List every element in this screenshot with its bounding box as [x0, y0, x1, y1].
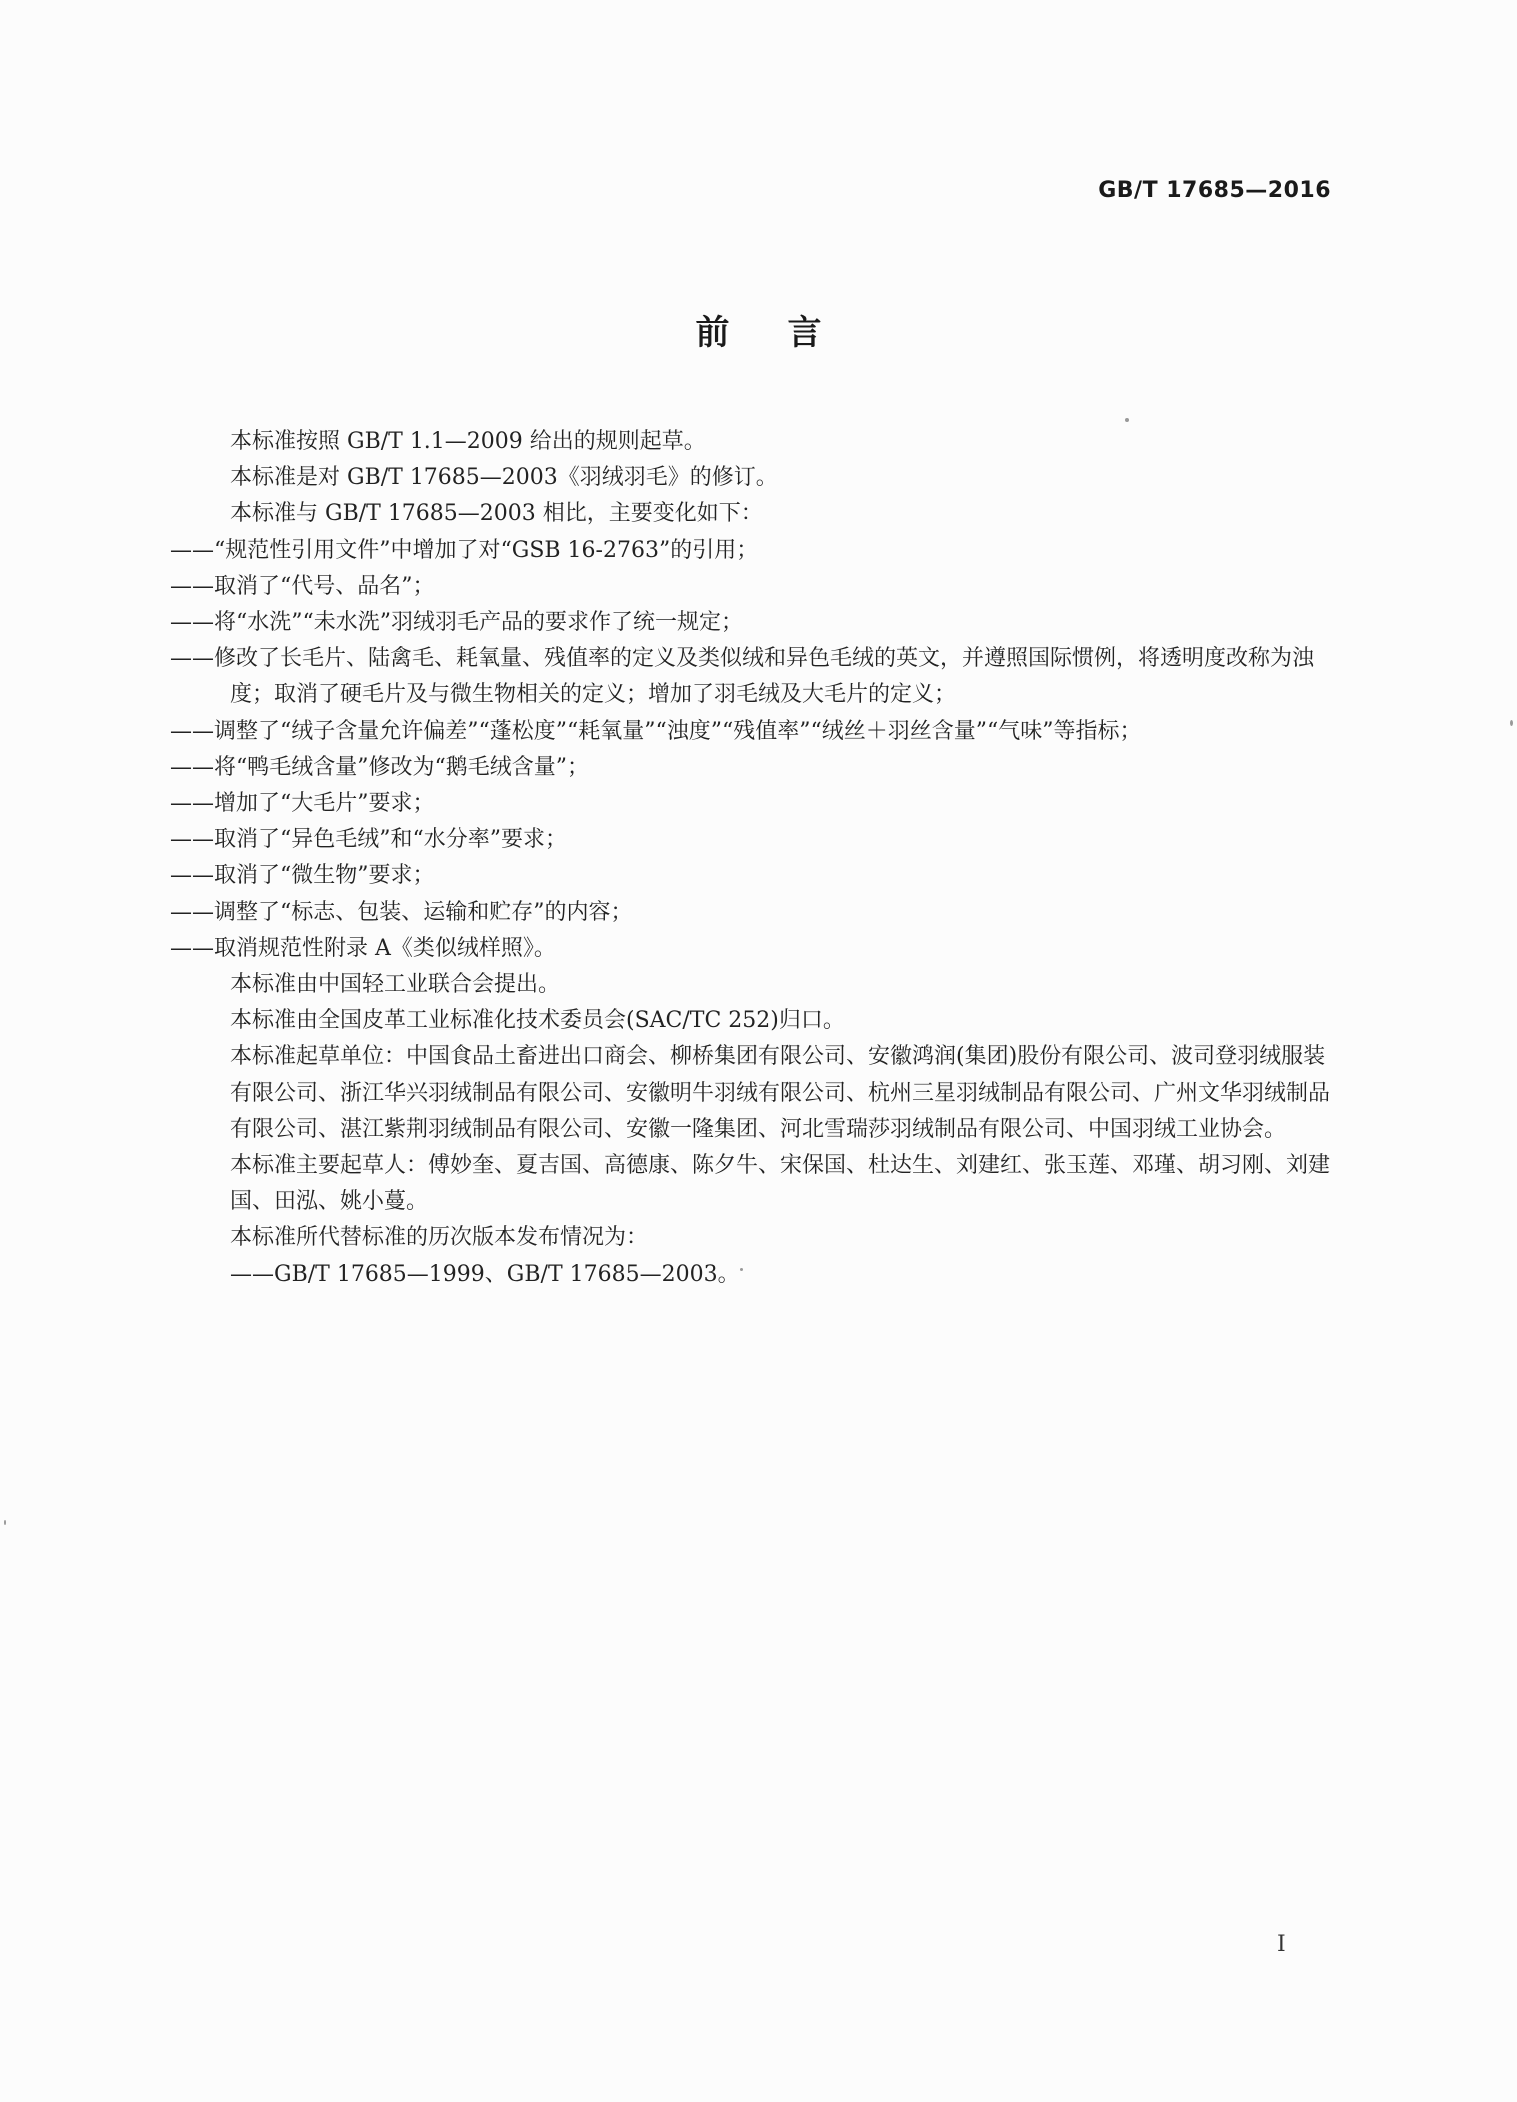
- change-item: ——将“水洗”“未水洗”羽绒羽毛产品的要求作了统一规定；: [170, 610, 743, 636]
- paragraph-proposed-by: 本标准由中国轻工业联合会提出。: [230, 972, 561, 998]
- paragraph-drafters: 本标准主要起草人：傅妙奎、夏吉国、高德康、陈夕牛、宋保国、杜达生、刘建红、张玉莲、邓瑾、胡习刚、刘建国、田泓、姚小蔓。: [230, 1153, 1331, 1215]
- standard-number: GB/T 17685—2016: [1098, 178, 1331, 203]
- change-item: ——将“鸭毛绒含量”修改为“鹅毛绒含量”；: [170, 754, 589, 780]
- scan-speck: [1510, 720, 1513, 726]
- change-item: ——取消规范性附录 A《类似绒样照》。: [170, 935, 556, 961]
- paragraph-main-changes-intro: 本标准与 GB/T 17685—2003 相比，主要变化如下：: [230, 501, 763, 527]
- scan-speck: [1125, 418, 1129, 422]
- change-item: ——调整了“标志、包装、运输和贮存”的内容；: [170, 899, 633, 925]
- scan-speck: [740, 1268, 743, 1271]
- page-number: I: [1277, 1932, 1286, 1957]
- paragraph-under-jurisdiction: 本标准由全国皮革工业标准化技术委员会(SAC/TC 252)归口。: [230, 1008, 845, 1034]
- scan-speck: [4, 1520, 6, 1525]
- paragraph-drafting-units: 本标准起草单位：中国食品土畜进出口商会、柳桥集团有限公司、安徽鸿润(集团)股份有限公司、波司登羽绒服装有限公司、浙江华兴羽绒制品有限公司、安徽明牛羽绒有限公司、杭州三星羽绒制品有限公司、广州文华羽绒制品有限公司、湛江紫荆羽绒制品有限公司、安徽一隆集团、河北雪瑞莎羽绒制品有限公司、中国羽绒工业协会。: [230, 1044, 1331, 1142]
- change-item: ——取消了“微生物”要求；: [170, 863, 435, 889]
- change-item: ——“规范性引用文件”中增加了对“GSB 16-2763”的引用；: [170, 537, 759, 563]
- paragraph-history: ——GB/T 17685—1999、GB/T 17685—2003。: [230, 1261, 740, 1287]
- change-item: ——取消了“代号、品名”；: [170, 573, 435, 599]
- changes-list: [170, 533, 1330, 967]
- paragraph-history-intro: 本标准所代替标准的历次版本发布情况为：: [230, 1225, 649, 1251]
- paragraph-drafting-rules: 本标准按照 GB/T 1.1—2009 给出的规则起草。: [230, 429, 706, 454]
- change-item: ——修改了长毛片、陆禽毛、耗氧量、残值率的定义及类似绒和异色毛绒的英文，并遵照国际惯例，将透明度改称为浊度；取消了硬毛片及与微生物相关的定义；增加了羽毛绒及大毛片的定义；: [170, 646, 1315, 708]
- drafters-block: [170, 1148, 1330, 1220]
- change-item: ——取消了“异色毛绒”和“水分率”要求；: [170, 827, 567, 853]
- document-body: [170, 424, 1331, 1293]
- page-title: 前言: [695, 313, 880, 353]
- drafting-units-block: [170, 1039, 1330, 1148]
- change-item: ——调整了“绒子含量允许偏差”“蓬松度”“耗氧量”“浊度”“残值率”“绒丝＋羽丝含量”“气味”等指标；: [170, 718, 1142, 744]
- change-item: ——增加了“大毛片”要求；: [170, 791, 435, 817]
- paragraph-revision-of: 本标准是对 GB/T 17685—2003《羽绒羽毛》的修订。: [230, 465, 778, 491]
